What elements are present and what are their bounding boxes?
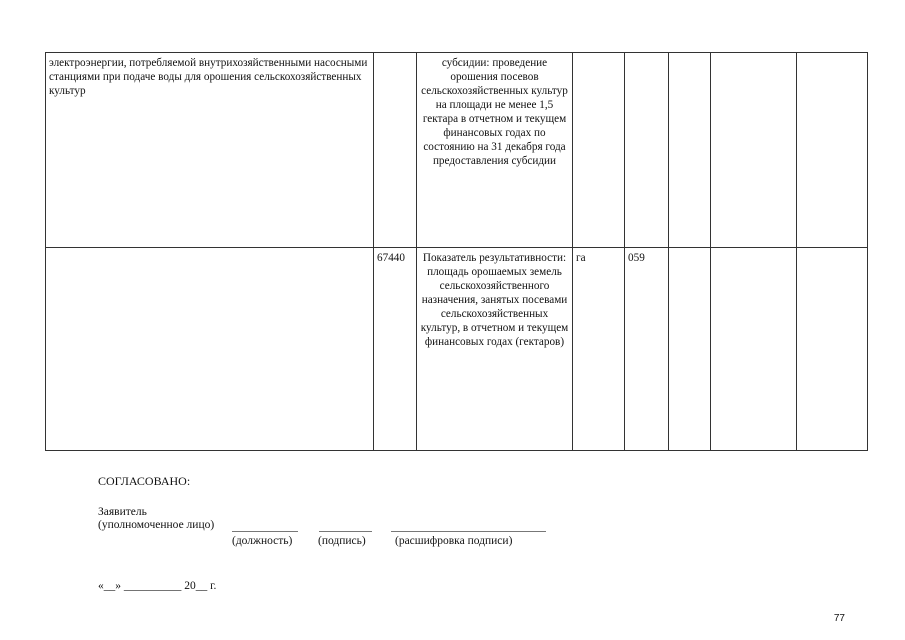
code-cell (374, 53, 417, 248)
unit-cell (573, 53, 625, 248)
value-cell (669, 248, 711, 451)
applicant-label: Заявитель (98, 506, 147, 518)
value-cell (669, 53, 711, 248)
agreed-heading: СОГЛАСОВАНО: (98, 474, 191, 488)
value-cell (711, 53, 797, 248)
indicator-name-cell: электроэнергии, потребляемой внутрихозяйственными насосными станциями при подаче воды для орошения сельскохозяйственных культур (46, 53, 374, 248)
signature-field[interactable] (319, 531, 372, 532)
signature-caption: (подпись) (318, 535, 366, 547)
description-cell: Показатель результативности: площадь орошаемых земель сельскохозяйственного назначения, занятых посевами сельскохозяйственных культур, в отчетном и текущем финансовых годах (гектаров) (417, 248, 573, 451)
okei-cell (625, 53, 669, 248)
signature-decoding-caption: (расшифровка подписи) (395, 535, 513, 547)
indicator-name-cell (46, 248, 374, 451)
position-field[interactable] (232, 531, 298, 532)
table-row (46, 53, 868, 248)
value-cell (797, 53, 868, 248)
date-line: «__» __________ 20__ г. (98, 580, 217, 592)
value-cell (711, 248, 797, 451)
value-cell (797, 248, 868, 451)
unit-cell: га (573, 248, 625, 451)
authorized-person-label: (уполномоченное лицо) (98, 519, 215, 531)
table-row (46, 248, 868, 451)
code-cell: 67440 (374, 248, 417, 451)
description-cell: субсидии: проведение орошения посевов сельскохозяйственных культур на площади не менее 1,5 гектара в отчетном и текущем финансовых годах по состоянию на 31 декабря года предоставления субсидии (417, 53, 573, 248)
page-number: 77 (833, 613, 845, 624)
results-table (45, 52, 868, 451)
applicant-block (98, 506, 214, 532)
position-caption: (должность) (232, 535, 293, 547)
okei-cell: 059 (625, 248, 669, 451)
signature-decoding-field[interactable] (391, 531, 546, 532)
